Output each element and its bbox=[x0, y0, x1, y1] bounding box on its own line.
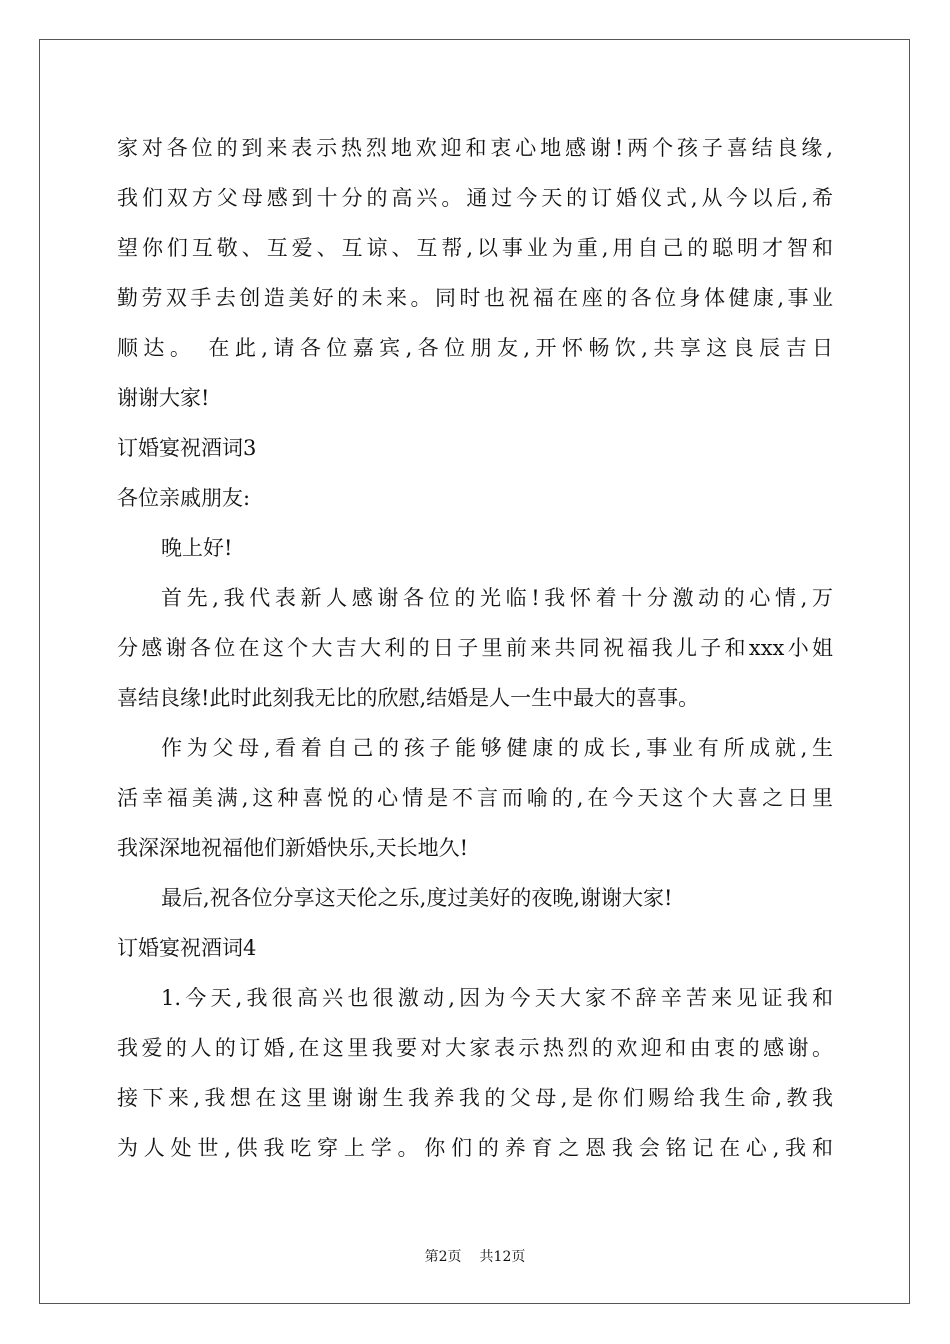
text-line: 望你们互敬、互爱、互谅、互帮,以事业为重,用自己的聪明才智和 bbox=[117, 236, 833, 260]
text-line: 接下来,我想在这里谢谢生我养我的父母,是你们赐给我生命,教我 bbox=[117, 1086, 833, 1110]
page-footer bbox=[0, 1246, 950, 1266]
text-line: 顺达。 在此,请各位嘉宾,各位朋友,开怀畅饮,共享这良辰吉日 bbox=[117, 336, 833, 360]
text-line: 分感谢各位在这个大吉大利的日子里前来共同祝福我儿子和xxx小姐 bbox=[117, 636, 833, 660]
greeting: 晚上好! bbox=[161, 536, 233, 560]
text-line: 最后,祝各位分享这天伦之乐,度过美好的夜晚,谢谢大家! bbox=[161, 886, 673, 910]
text-line: 勤劳双手去创造美好的未来。同时也祝福在座的各位身体健康,事业 bbox=[117, 286, 833, 310]
salutation: 各位亲戚朋友: bbox=[117, 486, 251, 510]
text-line: 活幸福美满,这种喜悦的心情是不言而喻的,在今天这个大喜之日里 bbox=[117, 786, 833, 810]
text-line: 家对各位的到来表示热烈地欢迎和衷心地感谢!两个孩子喜结良缘, bbox=[117, 136, 833, 160]
section-heading: 订婚宴祝酒词3 bbox=[117, 436, 257, 460]
text-line: 谢谢大家! bbox=[117, 386, 210, 410]
text-line: 1.今天,我很高兴也很激动,因为今天大家不辞辛苦来见证我和 bbox=[161, 986, 833, 1010]
text-line: 首先,我代表新人感谢各位的光临!我怀着十分激动的心情,万 bbox=[161, 586, 833, 610]
text-line: 作为父母,看着自己的孩子能够健康的成长,事业有所成就,生 bbox=[161, 736, 833, 760]
text-line: 我们双方父母感到十分的高兴。通过今天的订婚仪式,从今以后,希 bbox=[117, 186, 833, 210]
text-line: 喜结良缘!此时此刻我无比的欣慰,结婚是人一生中最大的喜事。 bbox=[117, 686, 700, 710]
text-line: 我深深地祝福他们新婚快乐,天长地久! bbox=[117, 836, 469, 860]
page-number: 第2页 bbox=[424, 1249, 462, 1265]
text-line: 我爱的人的订婚,在这里我要对大家表示热烈的欢迎和由衷的感谢。 bbox=[117, 1036, 833, 1060]
section-heading: 订婚宴祝酒词4 bbox=[117, 936, 257, 960]
page-total: 共12页 bbox=[479, 1249, 526, 1265]
text-line: 为人处世,供我吃穿上学。你们的养育之恩我会铭记在心,我和 bbox=[117, 1136, 833, 1160]
